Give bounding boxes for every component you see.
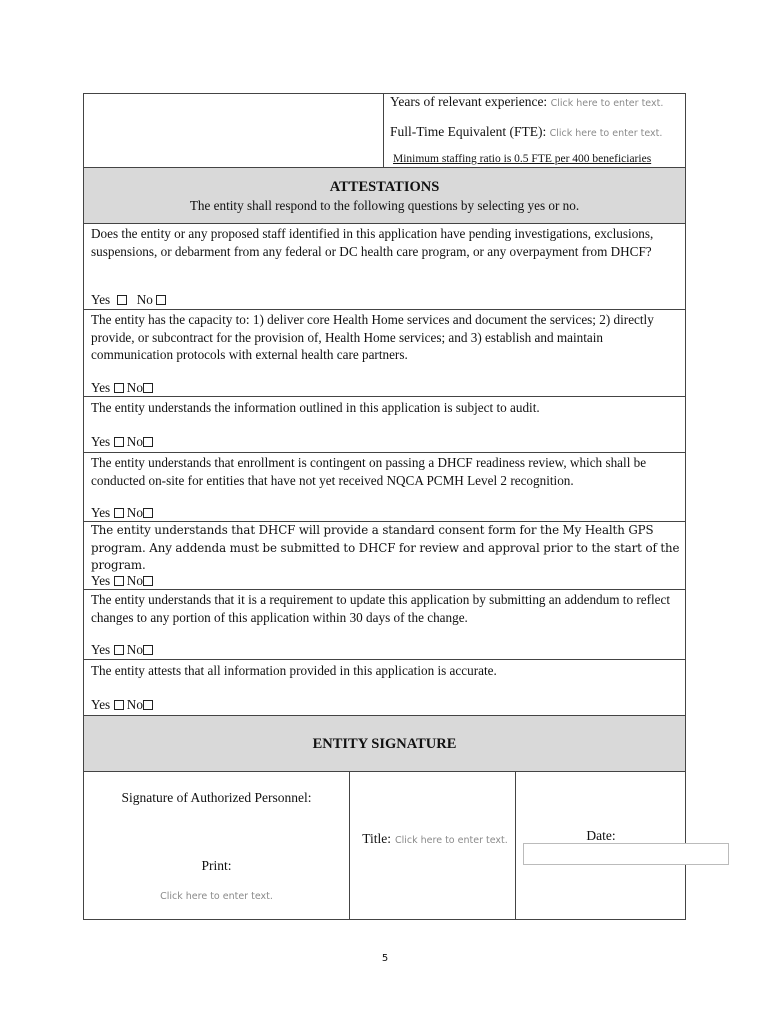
signature-label: Signature of Authorized Personnel:	[121, 790, 312, 805]
years-input[interactable]: Click here to enter text.	[550, 98, 664, 109]
fte-label: Full-Time Equivalent (FTE):	[390, 124, 547, 139]
attestation-question-2: The entity has the capacity to: 1) deliver core Health Home services and document the services; 2) directly provide, or subcontract for the provision of, Health Home services; and 3) establish and maintain communication protocols with external health care partners.	[91, 312, 654, 362]
no-checkbox[interactable]	[143, 508, 153, 518]
no-checkbox[interactable]	[143, 437, 153, 447]
attestation-question-7: The entity attests that all information provided in this application is accurate.	[91, 663, 497, 678]
years-experience-field	[390, 95, 680, 111]
signature-divider	[515, 771, 516, 920]
yes-checkbox[interactable]	[114, 508, 124, 518]
attestations-subtitle: The entity shall respond to the following questions by selecting yes or no.	[189, 198, 580, 213]
no-checkbox[interactable]	[143, 645, 153, 655]
date-label: Date:	[586, 828, 616, 843]
attestation-answer-1: Yes No	[91, 292, 166, 308]
attestation-answer-6: Yes No	[91, 642, 153, 658]
page-number: 5	[381, 953, 389, 964]
fte-input[interactable]: Click here to enter text.	[549, 128, 663, 139]
attestation-question-4: The entity understands that enrollment is contingent on passing a DHCF readiness review, which shall be conducted on-site for entities that have not yet received NQCA PCMH Level 2 recognition.	[91, 455, 647, 488]
attestation-answer-3: Yes No	[91, 434, 153, 450]
row-divider	[84, 589, 685, 590]
yes-checkbox[interactable]	[114, 576, 124, 586]
row-divider	[84, 309, 685, 310]
yes-checkbox[interactable]	[114, 645, 124, 655]
attestation-question-6: The entity understands that it is a requirement to update this application by submitting an addendum to reflect changes to any portion of this application within 30 days of the change.	[91, 592, 671, 625]
attestation-question-1: Does the entity or any proposed staff identified in this application have pending investigations, exclusions, suspensions, or debarment from any federal or DC health care program, or any overpayment from DHCF?	[91, 226, 654, 259]
print-label: Print:	[201, 858, 232, 873]
attestations-title: ATTESTATIONS	[329, 179, 440, 195]
title-field	[360, 832, 510, 847]
yes-checkbox[interactable]	[114, 383, 124, 393]
no-checkbox[interactable]	[156, 295, 166, 305]
fte-field	[390, 125, 680, 141]
row-divider	[84, 396, 685, 397]
title-input[interactable]: Click here to enter text.	[395, 835, 508, 846]
experience-divider	[383, 93, 384, 167]
attestation-answer-5: Yes No	[91, 573, 153, 589]
no-checkbox[interactable]	[143, 700, 153, 710]
date-input[interactable]	[523, 843, 729, 865]
yes-checkbox[interactable]	[114, 700, 124, 710]
attestation-question-3: The entity understands the information outlined in this application is subject to audit.	[91, 400, 540, 415]
attestation-answer-4: Yes No	[91, 505, 153, 521]
years-label: Years of relevant experience:	[390, 94, 548, 109]
no-checkbox[interactable]	[143, 576, 153, 586]
attestation-answer-7: Yes No	[91, 697, 153, 713]
attestation-question-5: The entity understands that DHCF will provide a standard consent form for the My Health GPS program. Any addenda must be submitted to DHCF for review and approval prior to the start of the program.	[91, 523, 680, 572]
staffing-note: Minimum staffing ratio is 0.5 FTE per 400 beneficiaries	[393, 153, 652, 165]
yes-checkbox[interactable]	[117, 295, 127, 305]
print-input[interactable]: Click here to enter text.	[160, 891, 273, 902]
yes-checkbox[interactable]	[114, 437, 124, 447]
signature-header	[84, 715, 685, 772]
signature-divider	[349, 771, 350, 920]
row-divider	[84, 659, 685, 660]
attestations-header	[84, 167, 685, 224]
attestation-answer-2: Yes No	[91, 380, 153, 396]
title-label: Title:	[362, 831, 391, 846]
row-divider	[84, 452, 685, 453]
no-checkbox[interactable]	[143, 383, 153, 393]
signature-title: ENTITY SIGNATURE	[312, 736, 457, 752]
